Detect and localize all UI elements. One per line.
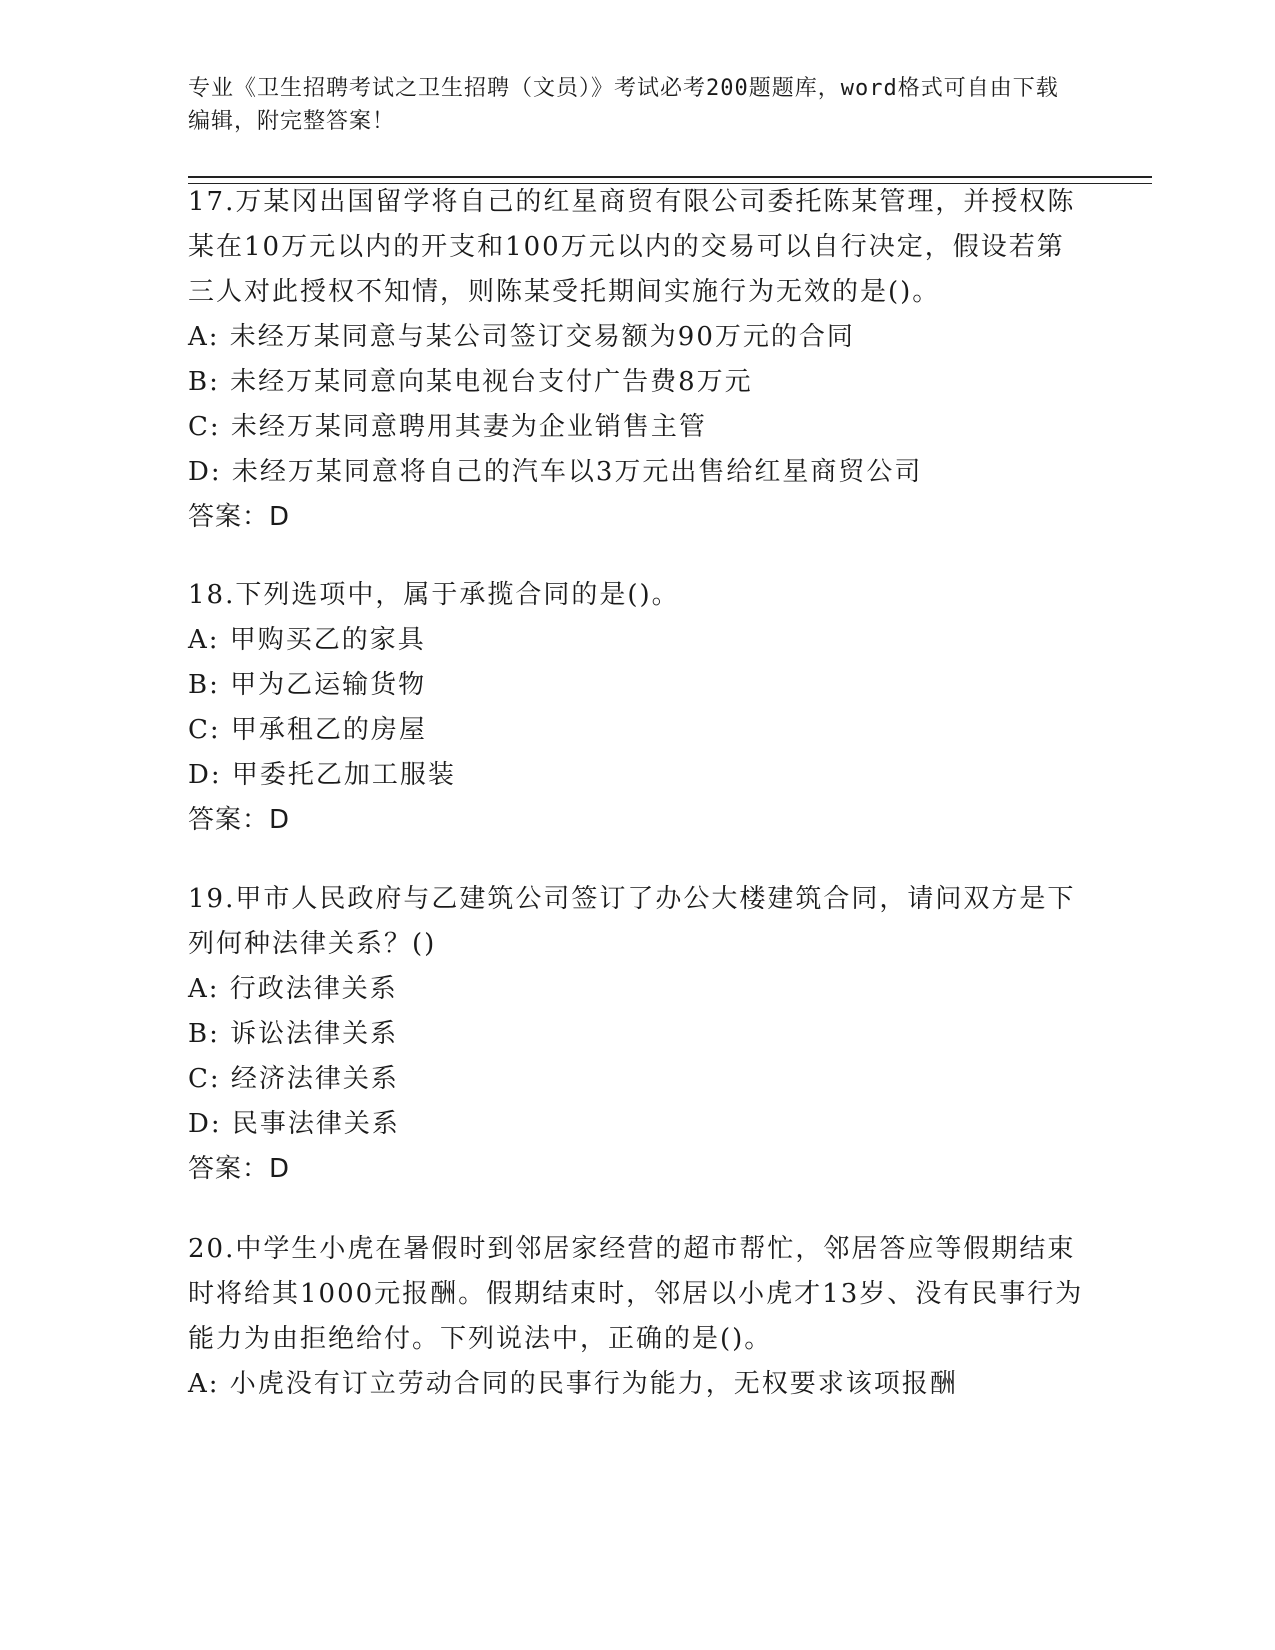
- question-18: [188, 573, 1088, 843]
- option-a: A: 未经万某同意与某公司签订交易额为90万元的合同: [188, 322, 855, 352]
- option-d: D: 民事法律关系: [188, 1109, 400, 1139]
- option-c: C: 未经万某同意聘用其妻为企业销售主管: [188, 412, 707, 442]
- question-17: [188, 180, 1088, 540]
- document-header: 专业《卫生招聘考试之卫生招聘（文员）》考试必考200题题库，word格式可自由下载编辑，附完整答案！: [188, 76, 1059, 134]
- answer-line: 答案：D: [188, 805, 291, 835]
- option-b: B: 诉讼法律关系: [188, 1019, 399, 1049]
- option-b: B: 未经万某同意向某电视台支付广告费8万元: [188, 367, 753, 397]
- question-19: [188, 877, 1088, 1192]
- question-stem: 19.甲市人民政府与乙建筑公司签订了办公大楼建筑合同，请问双方是下列何种法律关系？(): [188, 884, 1076, 959]
- option-a: A: 小虎没有订立劳动合同的民事行为能力，无权要求该项报酬: [188, 1369, 958, 1399]
- header-divider-thick: [188, 176, 1152, 178]
- option-d: D: 甲委托乙加工服装: [188, 760, 456, 790]
- option-b: B: 甲为乙运输货物: [188, 670, 427, 700]
- option-c: C: 甲承租乙的房屋: [188, 715, 427, 745]
- option-c: C: 经济法律关系: [188, 1064, 399, 1094]
- question-stem: 20.中学生小虎在暑假时到邻居家经营的超市帮忙，邻居答应等假期结束时将给其1000元报酬。假期结束时，邻居以小虎才13岁、没有民事行为能力为由拒绝给付。下列说法中，正确的是()。: [188, 1234, 1084, 1354]
- answer-line: 答案：D: [188, 1154, 291, 1184]
- question-stem: 17.万某冈出国留学将自己的红星商贸有限公司委托陈某管理，并授权陈某在10万元以内的开支和100万元以内的交易可以自行决定，假设若第三人对此授权不知情，则陈某受托期间实施行为无效的是()。: [188, 187, 1076, 307]
- option-a: A: 甲购买乙的家具: [188, 625, 426, 655]
- answer-line: 答案：D: [188, 502, 291, 532]
- option-a: A: 行政法律关系: [188, 974, 398, 1004]
- option-d: D: 未经万某同意将自己的汽车以3万元出售给红星商贸公司: [188, 457, 923, 487]
- question-stem: 18.下列选项中，属于承揽合同的是()。: [188, 580, 680, 610]
- question-20: [188, 1227, 1088, 1407]
